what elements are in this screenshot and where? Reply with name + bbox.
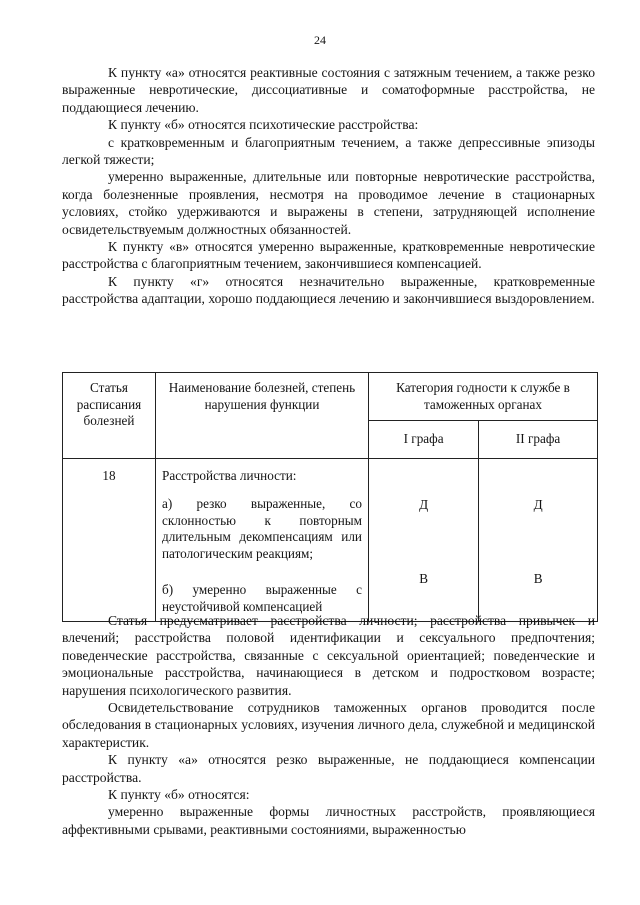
condition-b-text: б) умеренно выраженные с неустойчивой компенсацией [162, 582, 362, 614]
page-number: 24 [314, 33, 326, 47]
paragraph: К пункту «а» относятся реактивные состояния с затяжным течением, а также резко выраженные невротические, диссоциативные и соматоформные расстройства, не поддающиеся лечению. [62, 65, 595, 115]
header-disease-name: Наименование болезней, степень нарушения функции [156, 373, 369, 459]
disease-schedule-table [62, 372, 598, 622]
header-article: Статья расписания болезней [63, 373, 156, 459]
paragraph: с кратковременным и благоприятным течением, а также депрессивные эпизоды легкой тяжести; [62, 134, 595, 168]
condition-b-category-2: В [533, 570, 543, 586]
disease-cell [156, 458, 369, 622]
header-column-1: I графа [369, 421, 479, 459]
paragraph: Освидетельствование сотрудников таможенных органов проводится после обследования в стационарных условиях, изучения личного дела, служебной и медицинской характеристик. [62, 700, 595, 750]
table-row [63, 458, 598, 622]
condition-a-text: а) резко выраженные, со склонностью к повторным длительным декомпенсациям или патологическим реакциям; [162, 496, 362, 561]
condition-a-category-1: Д [419, 496, 429, 512]
condition-a-category-2: Д [533, 496, 543, 512]
paragraph: К пункту «б» относятся психотические расстройства: [108, 117, 419, 133]
paragraph: К пункту «г» относятся незначительно выраженные, кратковременные расстройства адаптации, хорошо поддающиеся лечению и закончившиеся выздоровлением. [62, 273, 595, 307]
paragraph: К пункту «в» относятся умеренно выраженные, кратковременные невротические расстройства с благоприятным течением, закончившиеся компенсацией. [62, 239, 595, 272]
paragraph: умеренно выраженные, длительные или повторные невротические расстройства, когда болезненные проявления, несмотря на проводимое лечение в стационарных условиях, стойко удерживаются и выражены в степени, затрудняющей исполнение освидетельствуемым должностных обязанностей. [62, 169, 595, 237]
closing-text [62, 612, 595, 838]
intro-text [62, 64, 595, 308]
paragraph: К пункту «б» относятся: [108, 787, 250, 803]
table-header-row [63, 373, 598, 421]
column-2-categories [479, 458, 598, 622]
header-fitness-category: Категория годности к службе в таможенных органах [369, 373, 598, 421]
article-number: 18 [63, 458, 156, 622]
paragraph: умеренно выраженные формы личностных расстройств, проявляющиеся аффективными срывами, реактивными состояниями, выраженностью [62, 804, 595, 837]
disease-title: Расстройства личности: [162, 467, 297, 483]
header-column-2: II графа [479, 421, 598, 459]
condition-b-category-1: В [419, 570, 428, 586]
paragraph: К пункту «а» относятся резко выраженные, не поддающиеся компенсации расстройства. [62, 752, 595, 785]
paragraph: Статья предусматривает расстройства личности; расстройства привычек и влечений; расстройства половой идентификации и сексуального предпочтения; поведенческие расстройства, связанные с сексуальной ориентацией; поведенческие и эмоциональные расстройства, начинающиеся в детском и подростковом возрасте; нарушения психологического развития. [62, 613, 595, 698]
column-1-categories [369, 458, 479, 622]
